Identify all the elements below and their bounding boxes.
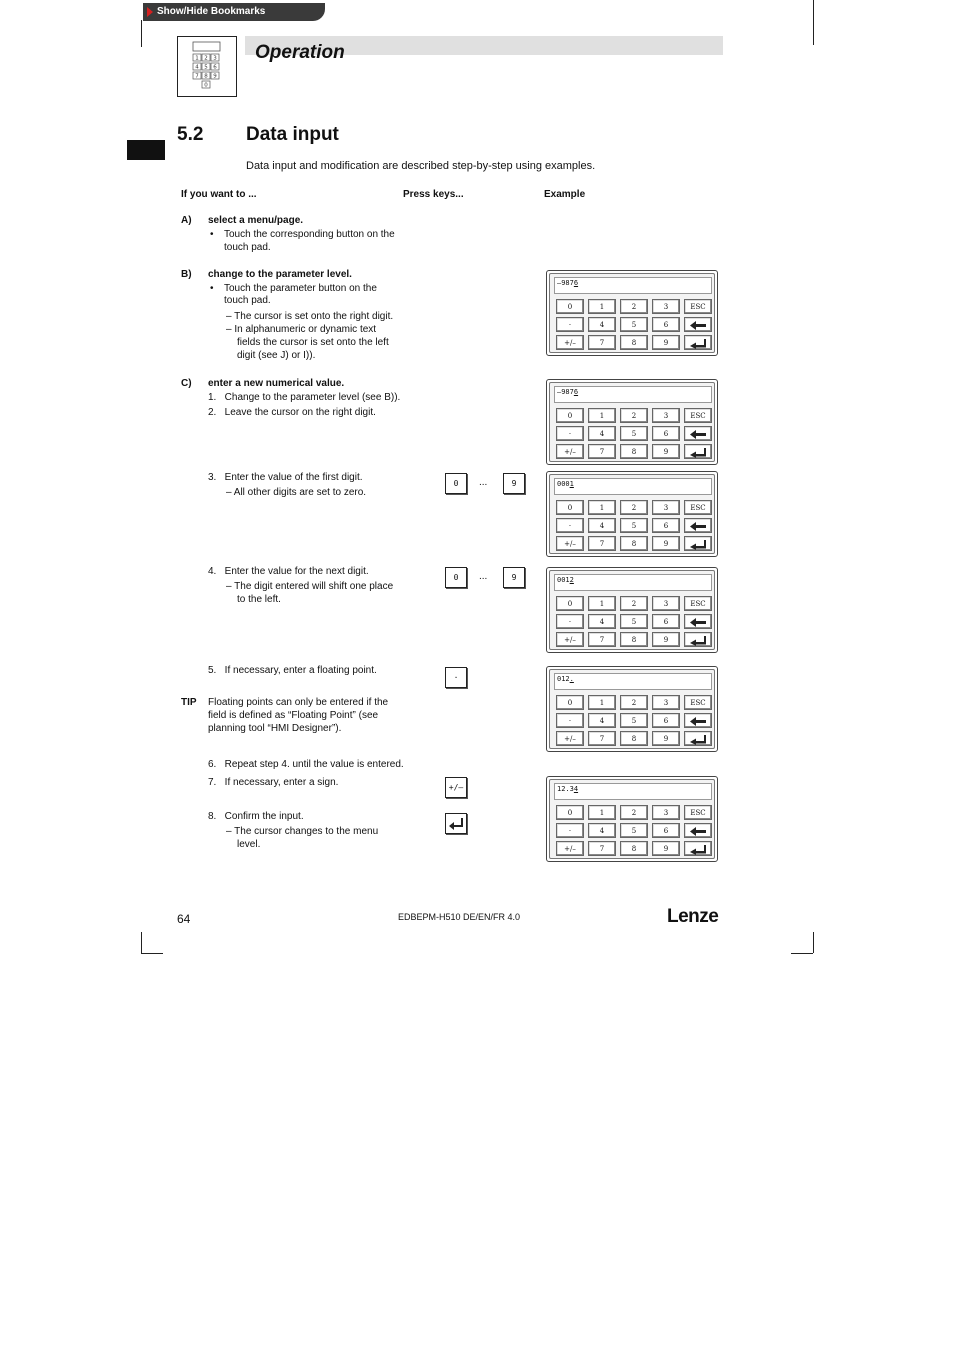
text-line: – In alphanumeric or dynamic text — [226, 324, 377, 335]
key-9-button[interactable]: 9 — [503, 567, 525, 588]
key-9-button[interactable]: 9 — [503, 473, 525, 494]
svg-text:4: 4 — [195, 64, 199, 71]
panel-key-enter[interactable] — [684, 632, 712, 647]
svg-text:2: 2 — [204, 55, 208, 62]
panel-key[interactable]: +/– — [556, 632, 584, 647]
panel-key[interactable]: · — [556, 614, 584, 629]
panel-frame — [549, 474, 715, 554]
key-point-button[interactable]: · — [445, 667, 467, 688]
display-cursor-digit: 4 — [573, 785, 579, 793]
panel-key[interactable]: 6 — [652, 518, 680, 533]
bullet: • — [210, 283, 214, 294]
panel-key[interactable]: 3 — [652, 299, 680, 314]
panel-key[interactable]: · — [556, 518, 584, 533]
enter-icon — [446, 814, 466, 833]
svg-text:3: 3 — [213, 55, 217, 62]
panel-key[interactable]: 9 — [652, 444, 680, 459]
crop-mark — [813, 932, 814, 953]
panel-key[interactable]: 7 — [588, 841, 616, 856]
panel-key[interactable]: 6 — [652, 426, 680, 441]
step: 8. Confirm the input. — [208, 811, 304, 822]
panel-display — [554, 386, 712, 403]
display-value: 012 — [557, 675, 570, 683]
panel-key-enter[interactable] — [684, 335, 712, 350]
panel-display — [554, 277, 712, 294]
panel-frame — [549, 779, 715, 859]
text-line: level. — [237, 839, 261, 850]
example-panel — [546, 471, 718, 557]
panel-key-enter[interactable] — [684, 536, 712, 551]
text-line: – All other digits are set to zero. — [226, 487, 367, 498]
panel-frame — [549, 669, 715, 749]
text-line: Touch the parameter button on the — [224, 283, 377, 294]
section-title: Data input — [246, 124, 339, 145]
display-cursor-digit: 6 — [573, 388, 579, 396]
panel-display — [554, 783, 712, 800]
panel-key[interactable]: ESC — [684, 596, 712, 611]
ellipsis: ... — [479, 571, 488, 582]
panel-key[interactable]: ESC — [684, 695, 712, 710]
enter-icon — [688, 635, 708, 652]
panel-key-enter[interactable] — [684, 841, 712, 856]
display-value: –987 — [557, 279, 574, 287]
panel-key[interactable]: 1 — [588, 408, 616, 423]
text-line: Touch the corresponding button on the — [224, 229, 395, 240]
panel-key[interactable]: 3 — [652, 695, 680, 710]
crop-mark — [141, 20, 142, 47]
step: 6. Repeat step 4. until the value is entered. — [208, 759, 404, 770]
text-line: – The cursor changes to the menu — [226, 826, 379, 837]
display-cursor-digit: . — [569, 675, 574, 683]
panel-key[interactable]: +/– — [556, 536, 584, 551]
panel-key[interactable]: 5 — [620, 317, 648, 332]
tip-text: Floating points can only be entered if the — [208, 697, 389, 708]
bookmark-label: Show/Hide Bookmarks — [157, 6, 266, 17]
panel-key[interactable]: 9 — [652, 335, 680, 350]
panel-key[interactable]: 2 — [620, 596, 648, 611]
section-number: 5.2 — [177, 124, 204, 145]
display-value: 001 — [557, 576, 570, 584]
panel-key[interactable]: 2 — [620, 500, 648, 515]
example-panel — [546, 666, 718, 752]
panel-key[interactable]: 5 — [620, 518, 648, 533]
panel-key[interactable]: 0 — [556, 596, 584, 611]
panel-key[interactable]: 1 — [588, 299, 616, 314]
panel-key[interactable]: 0 — [556, 299, 584, 314]
panel-key[interactable]: 8 — [620, 536, 648, 551]
panel-key-backspace[interactable] — [684, 614, 712, 629]
panel-key[interactable]: · — [556, 823, 584, 838]
panel-frame — [549, 273, 715, 353]
show-hide-bookmarks-button[interactable] — [143, 3, 325, 21]
panel-key-backspace[interactable] — [684, 518, 712, 533]
section-intro: Data input and modification are described step-by-step using examples. — [246, 160, 596, 172]
panel-key[interactable]: · — [556, 317, 584, 332]
panel-key-backspace[interactable] — [684, 426, 712, 441]
tip-text: planning tool “HMI Designer”). — [208, 723, 342, 734]
panel-key[interactable]: 4 — [588, 614, 616, 629]
page-number: 64 — [177, 912, 191, 926]
panel-key[interactable]: 9 — [652, 731, 680, 746]
panel-display — [554, 478, 712, 495]
example-panel — [546, 776, 718, 862]
panel-key-backspace[interactable] — [684, 713, 712, 728]
bullet: • — [210, 229, 214, 240]
panel-key[interactable]: 0 — [556, 805, 584, 820]
panel-key[interactable]: 2 — [620, 299, 648, 314]
panel-key[interactable]: 7 — [588, 335, 616, 350]
example-panel — [546, 379, 718, 465]
enter-icon — [688, 539, 708, 556]
text-line: touch pad. — [224, 242, 271, 253]
display-cursor-digit: 6 — [573, 279, 579, 287]
svg-text:8: 8 — [204, 73, 208, 80]
panel-key[interactable]: 4 — [588, 713, 616, 728]
step: 7. If necessary, enter a sign. — [208, 777, 339, 788]
panel-display — [554, 673, 712, 690]
display-value: 000 — [557, 480, 570, 488]
panel-key[interactable]: ESC — [684, 408, 712, 423]
panel-key[interactable]: 9 — [652, 841, 680, 856]
keypad-icon — [177, 36, 237, 97]
panel-key[interactable]: 0 — [556, 695, 584, 710]
panel-key[interactable]: 4 — [588, 426, 616, 441]
column-header-example: Example — [544, 189, 586, 200]
step: 4. Enter the value for the next digit. — [208, 566, 369, 577]
panel-key[interactable]: 4 — [588, 823, 616, 838]
text-line: – The cursor is set onto the right digit. — [226, 311, 394, 322]
panel-key[interactable]: 7 — [588, 444, 616, 459]
svg-text:0: 0 — [204, 82, 208, 89]
panel-key-enter[interactable] — [684, 444, 712, 459]
text-line: fields the cursor is set onto the left — [237, 337, 389, 348]
panel-key[interactable]: 6 — [652, 713, 680, 728]
crop-mark — [791, 953, 813, 954]
display-cursor-digit: 1 — [569, 480, 574, 488]
display-cursor-digit: 2 — [569, 576, 574, 584]
item-label: A) — [181, 215, 192, 226]
panel-key[interactable]: 1 — [588, 695, 616, 710]
panel-key[interactable]: 5 — [620, 713, 648, 728]
panel-key[interactable]: +/– — [556, 841, 584, 856]
enter-icon — [688, 844, 708, 861]
panel-key[interactable]: +/– — [556, 335, 584, 350]
display-value: 12.3 — [557, 785, 574, 793]
panel-frame — [549, 382, 715, 462]
panel-key[interactable]: 1 — [588, 500, 616, 515]
step: 5. If necessary, enter a floating point. — [208, 665, 377, 676]
key-0-button[interactable]: 0 — [445, 473, 467, 494]
ellipsis: ... — [479, 477, 488, 488]
triangle-right-icon — [147, 7, 153, 17]
item-title: select a menu/page. — [208, 215, 304, 226]
panel-key[interactable]: 1 — [588, 596, 616, 611]
item-title: enter a new numerical value. — [208, 378, 345, 389]
text-line: to the left. — [237, 594, 281, 605]
tip-text: field is defined as “Floating Point” (see — [208, 710, 379, 721]
enter-icon — [688, 734, 708, 751]
panel-key[interactable]: ESC — [684, 805, 712, 820]
crop-mark — [813, 0, 814, 45]
panel-key[interactable]: +/– — [556, 731, 584, 746]
panel-key[interactable]: 3 — [652, 408, 680, 423]
panel-key[interactable]: 3 — [652, 500, 680, 515]
panel-key[interactable]: 8 — [620, 444, 648, 459]
svg-text:9: 9 — [213, 73, 217, 80]
panel-key[interactable]: 3 — [652, 805, 680, 820]
step: 2. Leave the cursor on the right digit. — [208, 407, 376, 418]
panel-key[interactable]: ESC — [684, 500, 712, 515]
page-title: Operation — [255, 42, 345, 63]
panel-key-backspace[interactable] — [684, 823, 712, 838]
step: 3. Enter the value of the first digit. — [208, 472, 363, 483]
svg-text:7: 7 — [195, 73, 199, 80]
panel-key[interactable]: 1 — [588, 805, 616, 820]
svg-text:5: 5 — [204, 64, 208, 71]
panel-key[interactable]: 6 — [652, 823, 680, 838]
panel-key[interactable]: 0 — [556, 408, 584, 423]
panel-key[interactable]: 4 — [588, 518, 616, 533]
chapter-marker — [127, 140, 165, 160]
panel-key[interactable]: 9 — [652, 536, 680, 551]
item-label: C) — [181, 378, 192, 389]
key-enter-button[interactable] — [445, 813, 467, 834]
item-label: B) — [181, 269, 192, 280]
example-panel — [546, 270, 718, 356]
panel-key[interactable]: 5 — [620, 426, 648, 441]
panel-key[interactable]: 6 — [652, 614, 680, 629]
panel-key[interactable]: · — [556, 713, 584, 728]
panel-key[interactable]: 9 — [652, 632, 680, 647]
enter-icon — [688, 447, 708, 464]
column-header-press: Press keys... — [403, 189, 464, 200]
panel-key[interactable]: 7 — [588, 632, 616, 647]
lenze-logo — [667, 904, 723, 933]
panel-key[interactable]: 5 — [620, 823, 648, 838]
panel-key[interactable]: ESC — [684, 299, 712, 314]
document-id: EDBEPM-H510 DE/EN/FR 4.0 — [398, 912, 521, 922]
svg-text:6: 6 — [213, 64, 217, 71]
text-line: touch pad. — [224, 295, 271, 306]
panel-key[interactable]: +/– — [556, 444, 584, 459]
item-title: change to the parameter level. — [208, 269, 352, 280]
text-line: digit (see J) or I)). — [237, 350, 316, 361]
panel-key[interactable]: 8 — [620, 335, 648, 350]
panel-key[interactable]: · — [556, 426, 584, 441]
key-0-button[interactable]: 0 — [445, 567, 467, 588]
panel-key[interactable]: 3 — [652, 596, 680, 611]
panel-key[interactable]: 4 — [588, 317, 616, 332]
panel-key[interactable]: 0 — [556, 500, 584, 515]
panel-key[interactable]: 8 — [620, 632, 648, 647]
crop-mark — [141, 953, 163, 954]
tip-label: TIP — [181, 697, 197, 708]
svg-text:1: 1 — [195, 55, 199, 62]
panel-key[interactable]: 6 — [652, 317, 680, 332]
panel-key[interactable]: 7 — [588, 536, 616, 551]
panel-key[interactable]: 7 — [588, 731, 616, 746]
panel-key[interactable]: 8 — [620, 841, 648, 856]
key-sign-button[interactable]: +/– — [445, 777, 467, 798]
panel-key[interactable]: 2 — [620, 695, 648, 710]
panel-key[interactable]: 8 — [620, 731, 648, 746]
panel-key[interactable]: 2 — [620, 408, 648, 423]
display-value: –987 — [557, 388, 574, 396]
text-line: – The digit entered will shift one place — [226, 581, 394, 592]
panel-frame — [549, 570, 715, 650]
panel-display — [554, 574, 712, 591]
column-header-want: If you want to ... — [181, 189, 257, 200]
example-panel — [546, 567, 718, 653]
step: 1. Change to the parameter level (see B)). — [208, 392, 401, 403]
panel-key[interactable]: 5 — [620, 614, 648, 629]
svg-text:Lenze: Lenze — [667, 906, 719, 927]
panel-key[interactable]: 2 — [620, 805, 648, 820]
panel-key-backspace[interactable] — [684, 317, 712, 332]
enter-icon — [688, 338, 708, 355]
crop-mark — [141, 932, 142, 953]
panel-key-enter[interactable] — [684, 731, 712, 746]
